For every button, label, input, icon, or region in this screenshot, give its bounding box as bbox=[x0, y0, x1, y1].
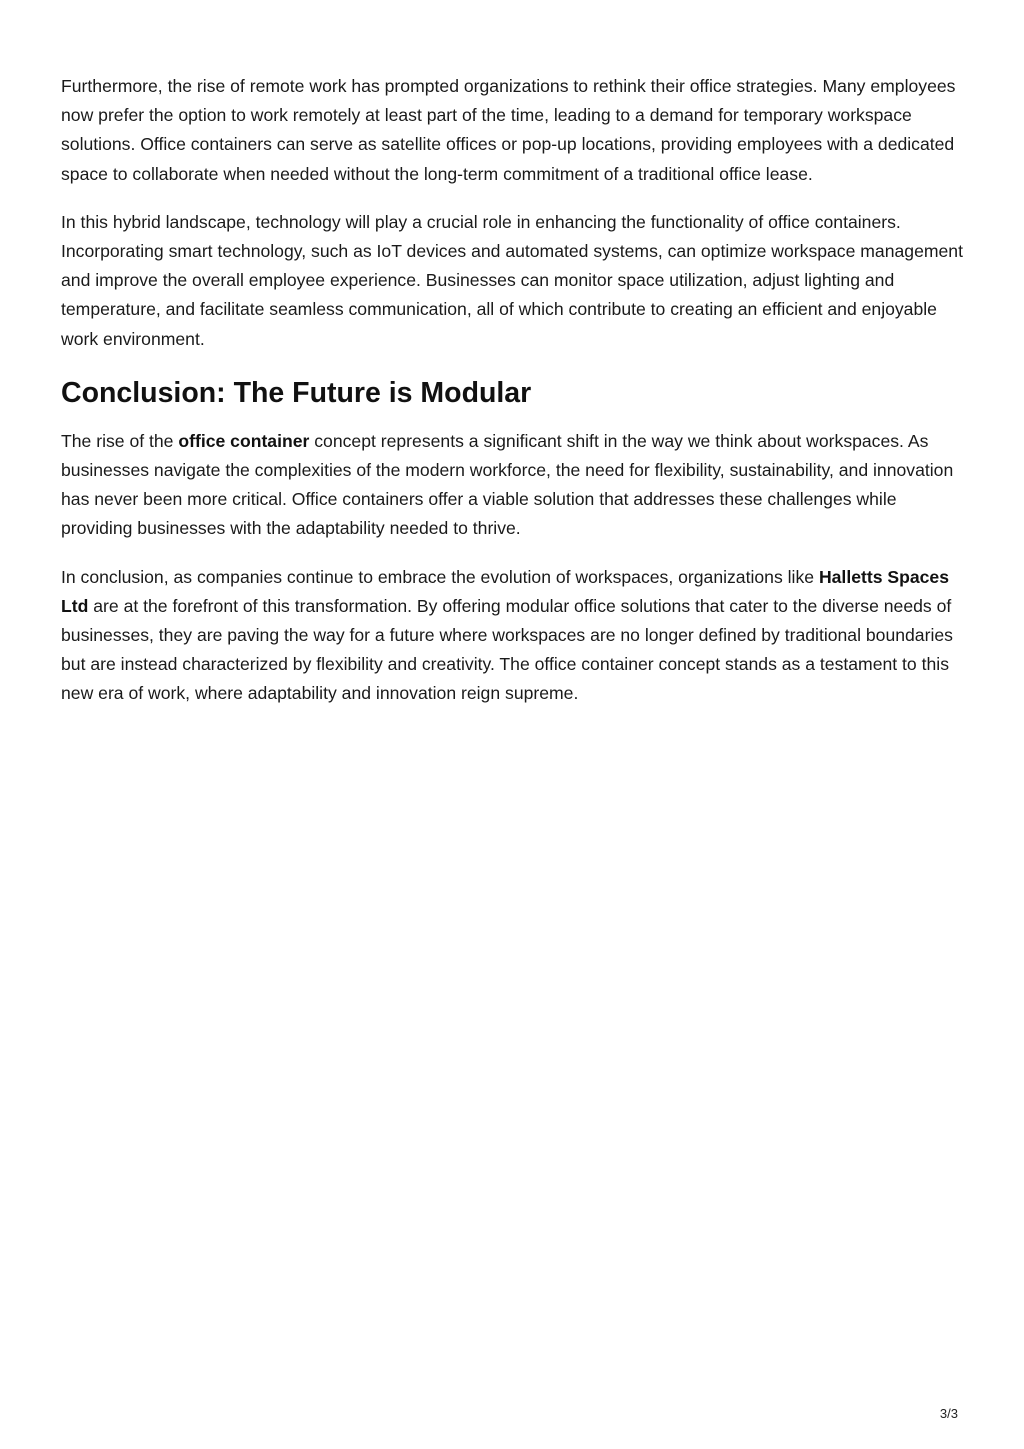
document-body bbox=[61, 72, 963, 728]
section-heading-conclusion: Conclusion: The Future is Modular bbox=[61, 376, 532, 409]
paragraph-conclusion-rise bbox=[61, 427, 963, 544]
text-run: The rise of the bbox=[61, 430, 179, 451]
bold-company-name: Halletts Spaces Ltd bbox=[61, 566, 950, 616]
paragraph-conclusion-company bbox=[61, 563, 963, 709]
text-run: concept represents a significant shift in the way we think about workspaces. As businesses navigate the complexities of the modern workforce, the need for flexibility, sustainability, and innovation has never been more critical. Office containers offer a viable solution that addresses these challenges while providing businesses with the adaptability needed to thrive. bbox=[61, 430, 954, 539]
text-run: In conclusion, as companies continue to embrace the evolution of workspaces, organizations like bbox=[61, 566, 819, 587]
text-run: are at the forefront of this transformation. By offering modular office solutions that cater to the diverse needs of businesses, they are paving the way for a future where workspaces are no longer defined by traditional boundaries but are instead characterized by flexibility and creativity. The office container concept stands as a testament to this new era of work, where adaptability and innovation reign supreme. bbox=[61, 595, 953, 704]
page-number: 3/3 bbox=[939, 1406, 958, 1421]
bold-term-office-container: office container bbox=[178, 430, 310, 451]
paragraph-remote-work: Furthermore, the rise of remote work has prompted organizations to rethink their office strategies. Many employees now prefer the option to work remotely at least part of the time, leading to a demand for temporary workspace solutions. Office containers can serve as satellite offices or pop-up locations, providing employees with a dedicated space to collaborate when needed without the long-term commitment of a traditional office lease. bbox=[61, 76, 956, 184]
paragraph-hybrid-technology: In this hybrid landscape, technology will play a crucial role in enhancing the functionality of office containers. Incorporating smart technology, such as IoT devices and automated systems, can optimize workspace management and improve the overall employee experience. Businesses can monitor space utilization, adjust lighting and temperature, and facilitate seamless communication, all of which contribute to creating an efficient and enjoyable work environment. bbox=[61, 211, 963, 349]
